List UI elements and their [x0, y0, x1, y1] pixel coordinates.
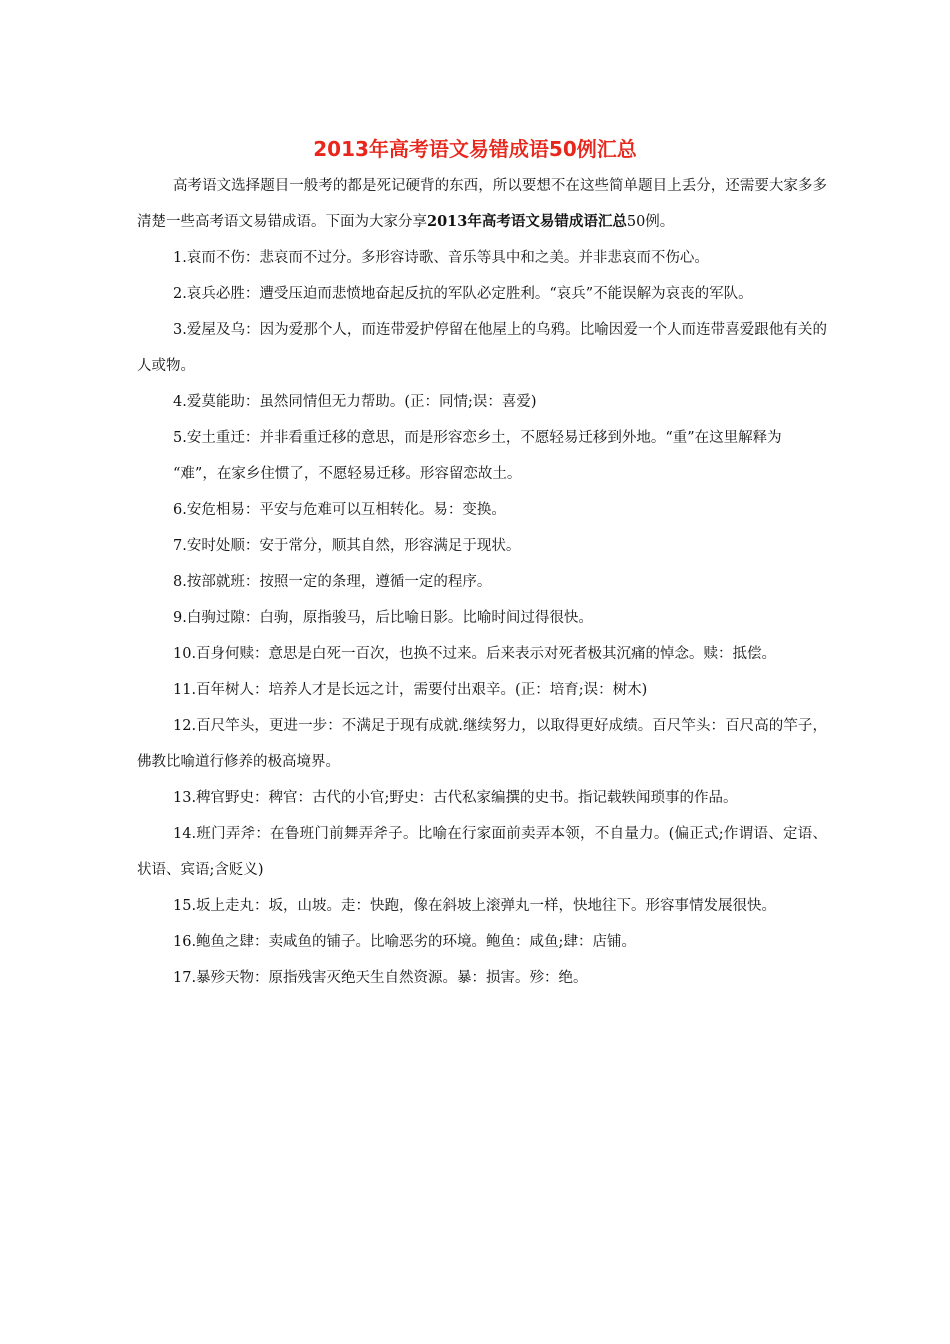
- document-body: [137, 168, 827, 996]
- idiom-item: 3.爱屋及乌：因为爱那个人，而连带爱护停留在他屋上的乌鸦。比喻因爱一个人而连带喜爱跟他有关的人或物。: [137, 322, 827, 374]
- idiom-item: 8.按部就班：按照一定的条理，遵循一定的程序。: [173, 574, 492, 590]
- idiom-item: 12.百尺竿头，更进一步：不满足于现有成就.继续努力，以取得更好成绩。百尺竿头：百尺高的竿子，佛教比喻道行修养的极高境界。: [137, 718, 827, 770]
- idiom-item: 2.哀兵必胜：遭受压迫而悲愤地奋起反抗的军队必定胜利。“哀兵”不能误解为哀丧的军队。: [173, 286, 753, 302]
- idiom-item: 17.暴殄天物：原指残害灭绝天生自然资源。暴：损害。殄：绝。: [173, 970, 588, 986]
- page-title: 2013年高考语文易错成语50例汇总: [313, 137, 637, 161]
- idiom-item: 9.白驹过隙：白驹，原指骏马，后比喻日影。比喻时间过得很快。: [173, 610, 593, 626]
- intro-bold-text: 2013年高考语文易错成语汇总: [427, 213, 627, 230]
- intro-tail-text: 50例。: [626, 214, 675, 230]
- idiom-item: 6.安危相易：平安与危难可以互相转化。易：变换。: [173, 502, 506, 518]
- idiom-item: 4.爱莫能助：虽然同情但无力帮助。(正：同情;误：喜爱): [173, 394, 537, 410]
- intro-paragraph: [137, 168, 827, 240]
- idiom-item: 15.坂上走丸：坂，山坡。走：快跑，像在斜坡上滚弹丸一样，快地往下。形容事情发展很快。: [173, 898, 777, 914]
- idiom-item: 7.安时处顺：安于常分，顺其自然，形容满足于现状。: [173, 538, 521, 554]
- intro-text: 高考语文选择题目一般考的都是死记硬背的东西，所以要想不在这些简单题目上丢分，还需要大家多多清楚一些高考语文易错成语。下面为大家分享: [137, 178, 827, 230]
- idiom-item-continuation: “难”，在家乡住惯了，不愿轻易迁移。形容留恋故土。: [173, 466, 522, 482]
- idiom-item: 14.班门弄斧：在鲁班门前舞弄斧子。比喻在行家面前卖弄本领，不自量力。(偏正式;作谓语、定语、状语、宾语;含贬义): [137, 826, 827, 878]
- idiom-item: 5.安土重迁：并非看重迁移的意思，而是形容恋乡土，不愿轻易迁移到外地。“重”在这里解释为: [173, 430, 782, 446]
- idiom-item: 13.稗官野史：稗官：古代的小官;野史：古代私家编撰的史书。指记载轶闻琐事的作品。: [173, 790, 738, 806]
- idiom-item: 10.百身何赎：意思是白死一百次，也换不过来。后来表示对死者极其沉痛的悼念。赎：抵偿。: [173, 646, 777, 662]
- idiom-item: 11.百年树人：培养人才是长远之计，需要付出艰辛。(正：培育;误：树木): [173, 682, 648, 698]
- idiom-item: 1.哀而不伤：悲哀而不过分。多形容诗歌、音乐等具中和之美。并非悲哀而不伤心。: [173, 250, 709, 266]
- idiom-item: 16.鲍鱼之肆：卖咸鱼的铺子。比喻恶劣的环境。鲍鱼：咸鱼;肆：店铺。: [173, 934, 636, 950]
